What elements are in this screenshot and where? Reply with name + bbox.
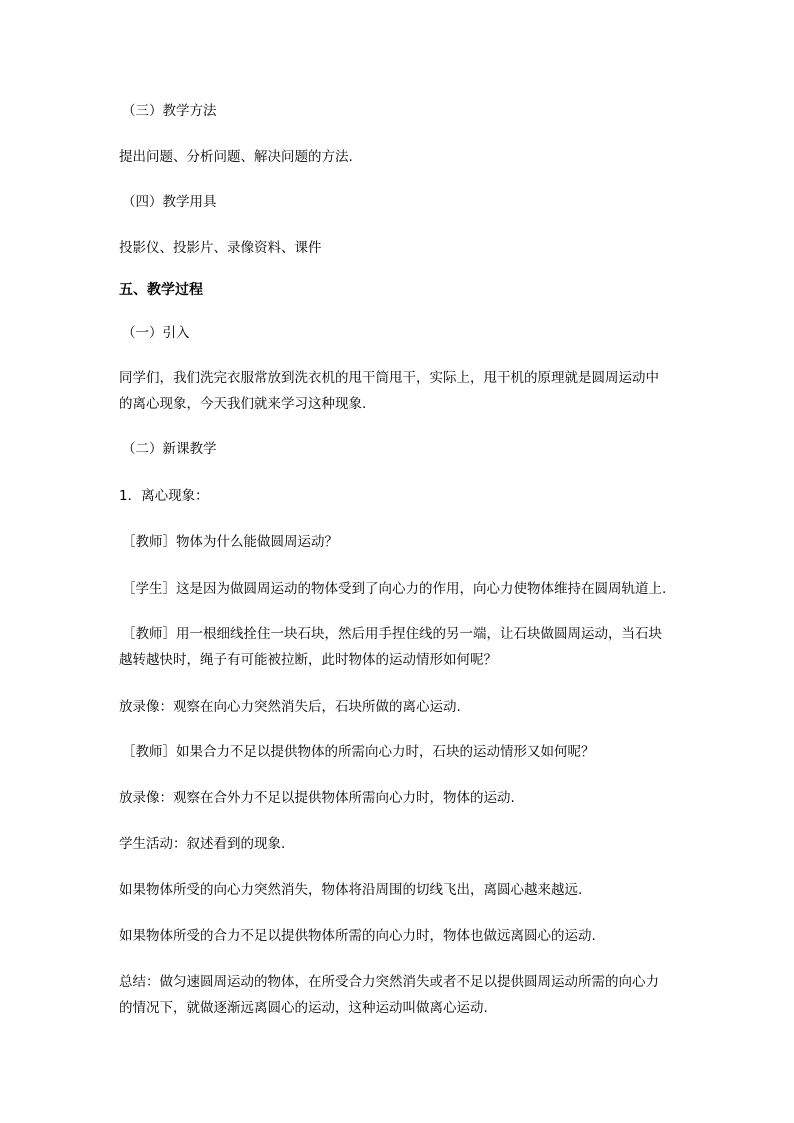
observation-1: 如果物体所受的向心力突然消失，物体将沿周围的切线飞出，离圆心越来越远. <box>119 882 583 898</box>
teacher-question-2-line-1: ［教师］用一根细线拴住一块石块，然后用手捏住线的另一端，让石块做圆周运动，当石块 <box>122 626 662 642</box>
section-tools-heading: （四）教学用具 <box>122 194 217 210</box>
intro-heading: （一）引入 <box>122 325 190 341</box>
summary-line-1: 总结：做匀速圆周运动的物体，在所受合力突然消失或者不足以提供圆周运动所需的向心力 <box>119 974 659 990</box>
teacher-question-1: ［教师］物体为什么能做圆周运动？ <box>122 534 338 550</box>
teacher-question-3: ［教师］如果合力不足以提供物体的所需向心力时，石块的运动情形又如何呢？ <box>122 744 595 760</box>
student-activity: 学生活动：叙述看到的现象. <box>119 836 286 852</box>
section-methods-heading: （三）教学方法 <box>122 103 217 119</box>
section-process-heading: 五、教学过程 <box>119 282 203 298</box>
new-lesson-heading: （二）新课教学 <box>122 441 217 457</box>
student-answer-1: ［学生］这是因为做圆周运动的物体受到了向心力的作用，向心力使物体维持在圆周轨道上. <box>122 581 667 597</box>
video-note-1: 放录像：观察在向心力突然消失后，石块所做的离心运动. <box>119 699 461 715</box>
section-tools-text: 投影仪、投影片、录像资料、课件 <box>119 240 322 256</box>
teacher-question-2-line-2: 越转越快时，绳子有可能被拉断，此时物体的运动情形如何呢？ <box>119 652 497 668</box>
video-note-2: 放录像：观察在合外力不足以提供物体所需向心力时，物体的运动. <box>119 790 515 806</box>
section-methods-text: 提出问题、分析问题、解决问题的方法. <box>119 149 353 165</box>
topic-1-heading: 1．离心现象： <box>119 488 209 504</box>
observation-2: 如果物体所受的合力不足以提供物体所需的向心力时，物体也做远离圆心的运动. <box>119 928 596 944</box>
summary-line-2: 的情况下，就做逐渐远离圆心的运动，这种运动叫做离心运动. <box>119 1000 488 1016</box>
intro-text-line-1: 同学们，我们洗完衣服常放到洗衣机的甩干筒甩干，实际上，甩干机的原理就是圆周运动中 <box>119 370 659 386</box>
intro-text-line-2: 的离心现象，今天我们就来学习这种现象. <box>119 396 367 412</box>
